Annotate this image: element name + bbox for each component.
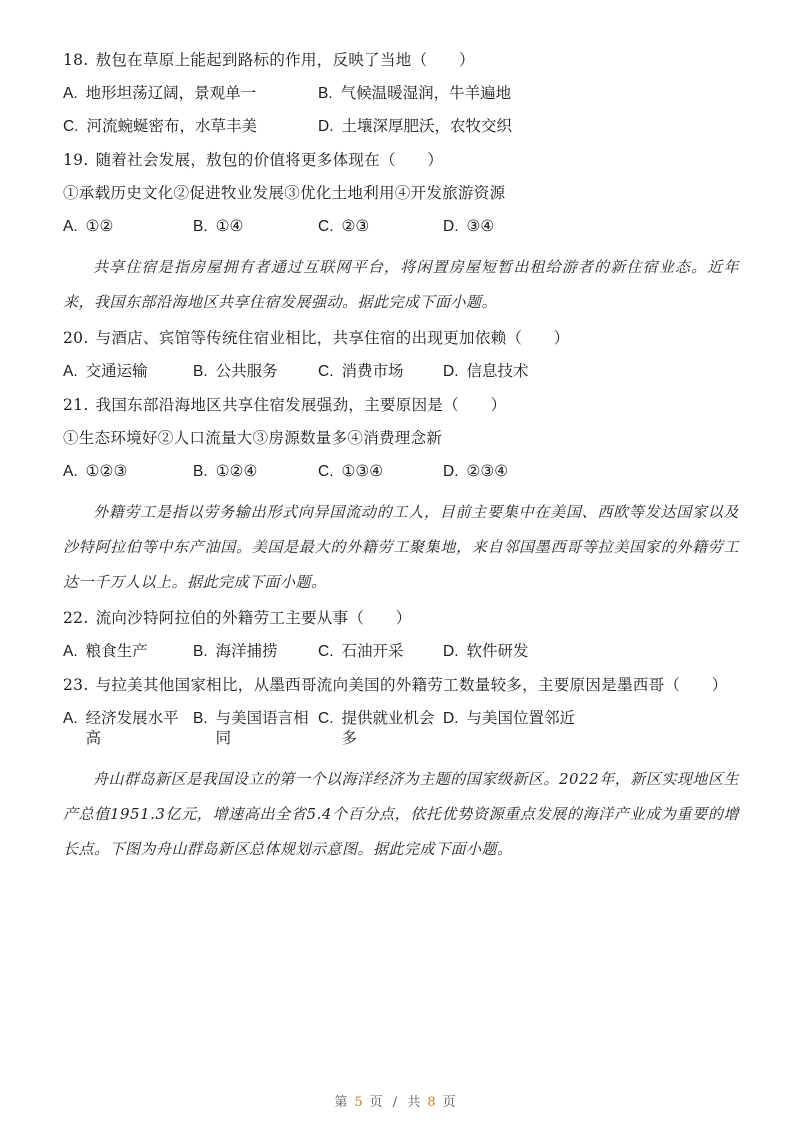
option-a <box>63 362 193 382</box>
option-c <box>318 362 443 382</box>
option-d <box>318 117 739 137</box>
option-text: ①③④ <box>341 463 384 480</box>
option-label: B. <box>193 643 208 660</box>
passage-foreign-workers: 外籍劳工是指以劳务输出形式向异国流动的工人，目前主要集中在美国、西欧等发达国家以及沙特阿拉伯等中东产油国。美国是最大的外籍劳工聚集地，来自邻国墨西哥等拉美国家的外籍劳工达一千万人以上。据此完成下面小题。 <box>63 503 739 591</box>
option-label: B. <box>318 85 333 102</box>
option-label: B. <box>193 710 208 727</box>
footer-prefix: 第 <box>334 1095 351 1110</box>
option-text: 地形坦荡辽阔，景观单一 <box>85 85 257 102</box>
option-label: C. <box>318 463 334 480</box>
option-a <box>63 709 193 749</box>
option-text: 经济发展水平高 <box>85 710 179 747</box>
option-c <box>318 642 443 662</box>
option-text: 海洋捕捞 <box>215 643 278 660</box>
question-number: 23. <box>63 676 89 694</box>
option-label: B. <box>193 463 208 480</box>
question-text: 与酒店、宾馆等传统住宿业相比，共享住宿的出现更加依赖（ ） <box>95 330 570 347</box>
footer-page-number: 5 <box>354 1095 366 1110</box>
option-label: A. <box>63 85 78 102</box>
question-20 <box>63 328 739 382</box>
option-b <box>193 362 318 382</box>
option-a <box>63 642 193 662</box>
option-label: C. <box>63 118 79 135</box>
question-number: 21. <box>63 396 89 414</box>
option-text: ②③④ <box>466 463 509 480</box>
option-text: 与美国语言相同 <box>215 710 309 747</box>
option-text: 石油开采 <box>341 643 404 660</box>
option-text: 公共服务 <box>215 363 278 380</box>
option-b <box>193 462 318 482</box>
question-text: 我国东部沿海地区共享住宿发展强劲，主要原因是（ ） <box>95 397 507 414</box>
option-text: 软件研发 <box>466 643 529 660</box>
option-text: 与美国位置邻近 <box>466 710 576 727</box>
option-d <box>443 709 739 749</box>
question-sub-items: ①承载历史文化②促进牧业发展③优化土地利用④开发旅游资源 <box>63 185 506 202</box>
footer-suffix: 页 <box>442 1095 459 1110</box>
question-text: 与拉美其他国家相比，从墨西哥流向美国的外籍劳工数量较多，主要原因是墨西哥（ ） <box>95 677 728 694</box>
question-22 <box>63 608 739 662</box>
question-text: 流向沙特阿拉伯的外籍劳工主要从事（ ） <box>95 610 412 627</box>
option-c <box>318 709 443 749</box>
passage-zhoushan-new-area: 舟山群岛新区是我国设立的第一个以海洋经济为主题的国家级新区。2022年，新区实现地区生产总值1951.3亿元，增速高出全省5.4个百分点，依托优势资源重点发展的海洋产业成为重要的增长点。下图为舟山群岛新区总体规划示意图。据此完成下面小题。 <box>63 770 739 858</box>
question-stem <box>63 50 739 71</box>
question-stem <box>63 328 739 349</box>
options-row <box>63 84 739 104</box>
question-19 <box>63 150 739 237</box>
option-label: A. <box>63 463 78 480</box>
question-23 <box>63 675 739 749</box>
option-text: ①④ <box>215 218 244 235</box>
option-text: 土壤深厚肥沃，农牧交织 <box>341 118 513 135</box>
option-c <box>318 217 443 237</box>
option-b <box>193 217 318 237</box>
option-text: 消费市场 <box>341 363 404 380</box>
option-label: C. <box>318 643 334 660</box>
exam-content <box>63 50 739 875</box>
option-text: ②③ <box>341 218 370 235</box>
option-c <box>63 117 318 137</box>
option-a <box>63 462 193 482</box>
option-text: 提供就业机会多 <box>341 710 435 747</box>
option-label: D. <box>443 463 459 480</box>
option-label: D. <box>443 363 459 380</box>
footer-middle: 页 / 共 <box>369 1095 424 1110</box>
option-label: A. <box>63 710 78 727</box>
option-b <box>318 84 739 104</box>
option-label: A. <box>63 363 78 380</box>
question-stem <box>63 675 739 696</box>
option-label: C. <box>318 363 334 380</box>
option-label: B. <box>193 218 208 235</box>
footer-total-pages: 8 <box>427 1095 439 1110</box>
options-row <box>63 709 739 749</box>
option-d <box>443 642 739 662</box>
option-a <box>63 84 318 104</box>
question-number: 22. <box>63 609 89 627</box>
question-text: 敖包在草原上能起到路标的作用，反映了当地（ ） <box>95 52 475 69</box>
option-label: D. <box>443 643 459 660</box>
question-number: 20. <box>63 329 89 347</box>
option-d <box>443 462 739 482</box>
option-text: 信息技术 <box>466 363 529 380</box>
options-row <box>63 217 739 237</box>
option-b <box>193 709 318 749</box>
option-label: A. <box>63 643 78 660</box>
option-d <box>443 362 739 382</box>
question-stem <box>63 608 739 629</box>
page-footer <box>0 1091 793 1110</box>
option-text: 粮食生产 <box>85 643 148 660</box>
question-number: 19. <box>63 151 89 169</box>
option-text: ①②③ <box>85 463 128 480</box>
option-a <box>63 217 193 237</box>
passage-sharing-accommodation: 共享住宿是指房屋拥有者通过互联网平台，将闲置房屋短暂出租给游者的新住宿业态。近年来，我国东部沿海地区共享住宿发展强动。据此完成下面小题。 <box>63 258 739 311</box>
option-label: B. <box>193 363 208 380</box>
question-text: 随着社会发展，敖包的价值将更多体现在（ ） <box>95 152 444 169</box>
option-text: 气候温暖湿润，牛羊遍地 <box>340 85 512 102</box>
question-sub-items: ①生态环境好②人口流量大③房源数量多④消费理念新 <box>63 430 443 447</box>
option-text: ③④ <box>466 218 495 235</box>
option-label: C. <box>318 710 334 727</box>
option-text: ①② <box>85 218 114 235</box>
option-text: 交通运输 <box>85 363 148 380</box>
options-row <box>63 462 739 482</box>
options-row <box>63 362 739 382</box>
option-label: D. <box>443 710 459 727</box>
option-c <box>318 462 443 482</box>
question-number: 18. <box>63 51 89 69</box>
option-d <box>443 217 739 237</box>
question-21 <box>63 395 739 482</box>
option-text: 河流蜿蜒密布，水草丰美 <box>86 118 258 135</box>
question-stem <box>63 395 739 416</box>
question-stem <box>63 150 739 171</box>
option-label: A. <box>63 218 78 235</box>
option-label: D. <box>318 118 334 135</box>
option-label: D. <box>443 218 459 235</box>
options-row <box>63 117 739 137</box>
option-b <box>193 642 318 662</box>
question-18 <box>63 50 739 137</box>
option-label: C. <box>318 218 334 235</box>
options-row <box>63 642 739 662</box>
option-text: ①②④ <box>215 463 258 480</box>
